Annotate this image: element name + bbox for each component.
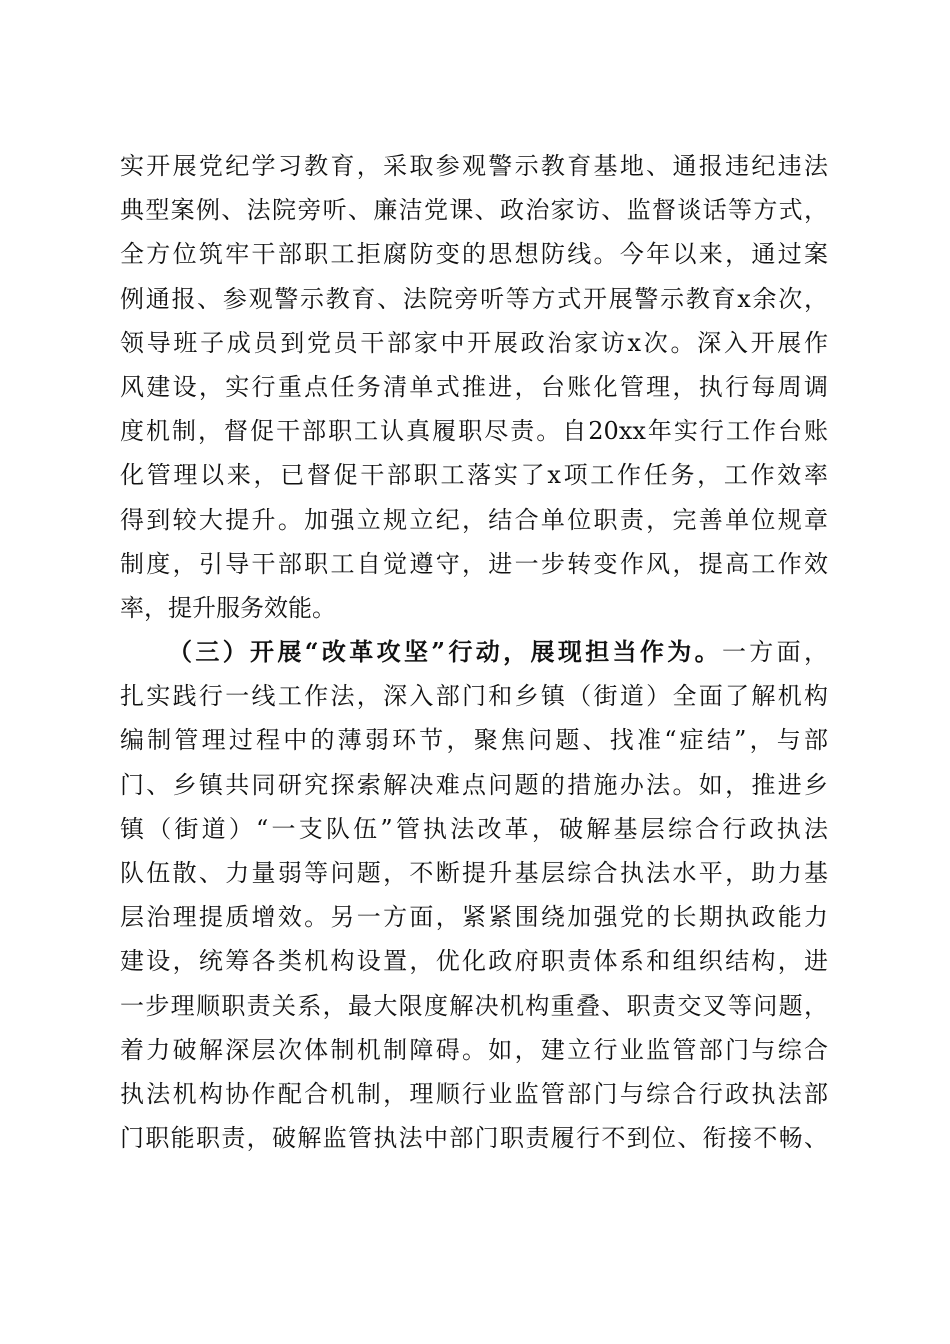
text-line: 一步理顺职责关系，最大限度解决机构重叠、职责交叉等问题， [120,991,828,1020]
text-line: 率，提升服务效能。 [120,593,336,622]
text-line: 层治理提质增效。另一方面，紧紧围绕加强党的长期执政能力 [120,903,828,932]
text-fragment: 一方面， [721,638,829,667]
text-line: 全方位筑牢干部职工拒腐防变的思想防线。今年以来，通过案 [120,240,828,269]
paragraph-reform-action [120,630,828,1160]
text-line: 制度，引导干部职工自觉遵守，进一步转变作风，提高工作效 [120,549,828,578]
text-line: 门职能职责，破解监管执法中部门职责履行不到位、衔接不畅、 [120,1124,828,1153]
section-heading-line [120,630,828,674]
text-line: 度机制，督促干部职工认真履职尽责。自20xx年实行工作台账 [120,417,828,446]
text-line: 建设，统筹各类机构设置，优化政府职责体系和组织结构，进 [120,947,828,976]
section-heading: （三）开展“改革攻坚”行动，展现担当作为。 [168,637,722,667]
text-line: 实开展党纪学习教育，采取参观警示教育基地、通报违纪违法 [120,152,828,180]
text-line: 典型案例、法院旁听、廉洁党课、政治家访、监督谈话等方式， [120,196,828,225]
document-body [120,144,828,1160]
text-line: 队伍散、力量弱等问题，不断提升基层综合执法水平，助力基 [120,859,828,887]
text-line: 化管理以来，已督促干部职工落实了x项工作任务，工作效率 [120,461,828,490]
text-line: 领导班子成员到党员干部家中开展政治家访x次。深入开展作 [120,328,828,357]
text-line: 编制管理过程中的薄弱环节，聚焦问题、找准“症结”，与部 [120,726,828,755]
paragraph-party-discipline [120,144,828,630]
text-line: 得到较大提升。加强立规立纪，结合单位职责，完善单位规章 [120,505,828,534]
text-line: 门、乡镇共同研究探索解决难点问题的措施办法。如，推进乡 [120,770,828,799]
text-line: 风建设，实行重点任务清单式推进，台账化管理，执行每周调 [120,372,828,401]
text-line: 例通报、参观警示教育、法院旁听等方式开展警示教育x余次， [120,284,828,313]
text-line: 执法机构协作配合机制，理顺行业监管部门与综合行政执法部 [120,1079,828,1108]
text-line: 镇（街道）“一支队伍”管执法改革，破解基层综合行政执法 [120,814,828,843]
text-line: 扎实践行一线工作法，深入部门和乡镇（街道）全面了解机构 [120,682,828,711]
text-line: 着力破解深层次体制机制障碍。如，建立行业监管部门与综合 [120,1035,828,1064]
